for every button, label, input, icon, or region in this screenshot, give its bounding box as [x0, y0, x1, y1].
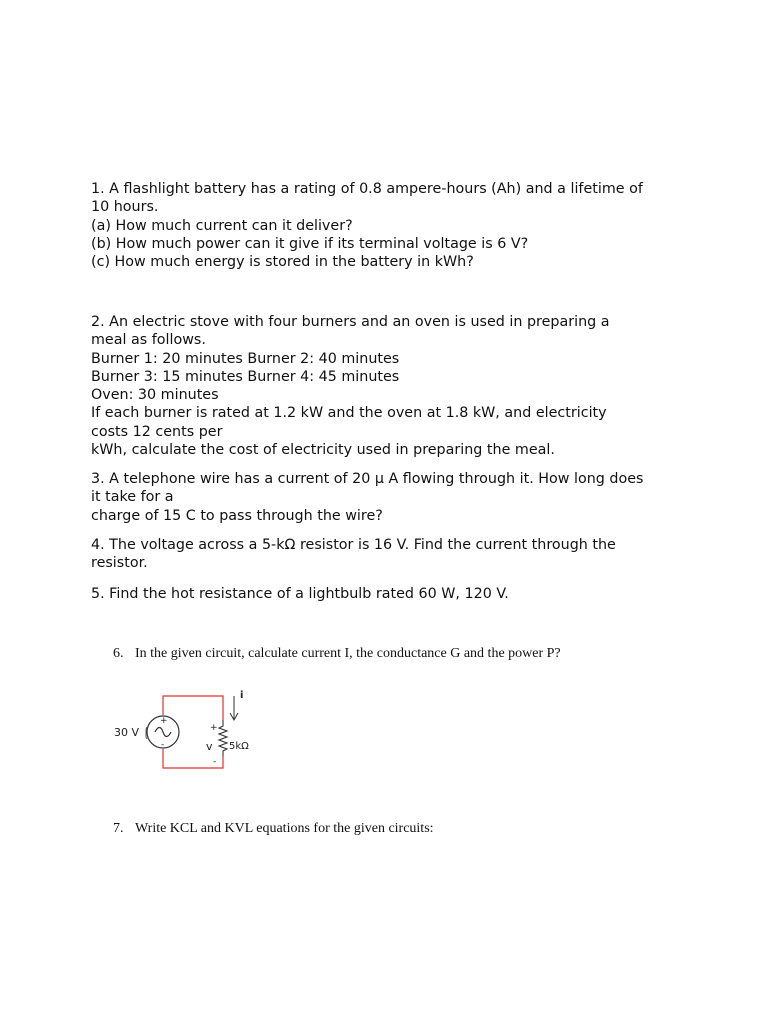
resistor-plus-sign: +	[210, 723, 218, 733]
question-7-number: 7.	[113, 821, 124, 836]
question-1	[91, 180, 691, 271]
question-3	[91, 470, 691, 525]
question-4-line: 4. The voltage across a 5-kΩ resistor is 16 V. Find the current through the	[91, 537, 616, 553]
wire-top	[163, 696, 223, 720]
question-6	[113, 645, 561, 663]
question-2-line: Burner 3: 15 minutes Burner 4: 45 minutes	[91, 368, 400, 385]
question-4-line: resistor.	[91, 555, 148, 572]
question-2-line: Oven: 30 minutes	[91, 387, 219, 404]
resistor-value-label: 5kΩ	[229, 741, 249, 752]
source-voltage-label: 30 V	[114, 726, 140, 739]
question-3-line: charge of 15 C to pass through the wire?	[91, 507, 383, 524]
source-plus-sign: +	[160, 716, 168, 726]
question-2	[91, 313, 691, 459]
question-2-line: If each burner is rated at 1.2 kW and the oven at 1.8 kW, and electricity	[91, 405, 607, 422]
question-5-line: 5. Find the hot resistance of a lightbulb rated 60 W, 120 V.	[91, 586, 509, 602]
question-1-part-a: (a) How much current can it deliver?	[91, 217, 353, 234]
question-1-part-c: (c) How much energy is stored in the battery in kWh?	[91, 254, 474, 271]
question-2-line: 2. An electric stove with four burners and an oven is used in preparing a	[91, 314, 610, 330]
question-2-line: meal as follows.	[91, 332, 206, 349]
question-7-text: Write KCL and KVL equations for the given circuits:	[135, 821, 434, 836]
question-1-line: 10 hours.	[91, 199, 159, 216]
question-3-line: it take for a	[91, 489, 174, 506]
question-1-part-b: (b) How much power can it give if its terminal voltage is 6 V?	[91, 235, 529, 252]
question-5	[91, 585, 691, 603]
question-2-line: costs 12 cents per	[91, 423, 223, 440]
question-2-line: Burner 1: 20 minutes Burner 2: 40 minutes	[91, 350, 400, 367]
resistor-icon	[219, 720, 227, 756]
question-2-line: kWh, calculate the cost of electricity used in preparing the meal.	[91, 442, 555, 459]
question-3-line: 3. A telephone wire has a current of 20 μ A flowing through it. How long does	[91, 471, 644, 487]
question-6-text: In the given circuit, calculate current I, the conductance G and the power P?	[135, 646, 561, 661]
source-minus-sign: -	[161, 740, 165, 750]
circuit-diagram	[108, 686, 268, 776]
current-label: i	[240, 690, 244, 701]
resistor-minus-sign: -	[213, 757, 217, 767]
resistor-voltage-label: v	[206, 740, 213, 753]
question-7	[113, 820, 434, 838]
question-1-line: 1. A flashlight battery has a rating of 0.8 ampere-hours (Ah) and a lifetime of	[91, 181, 643, 197]
question-4	[91, 536, 691, 573]
question-6-number: 6.	[113, 646, 124, 661]
